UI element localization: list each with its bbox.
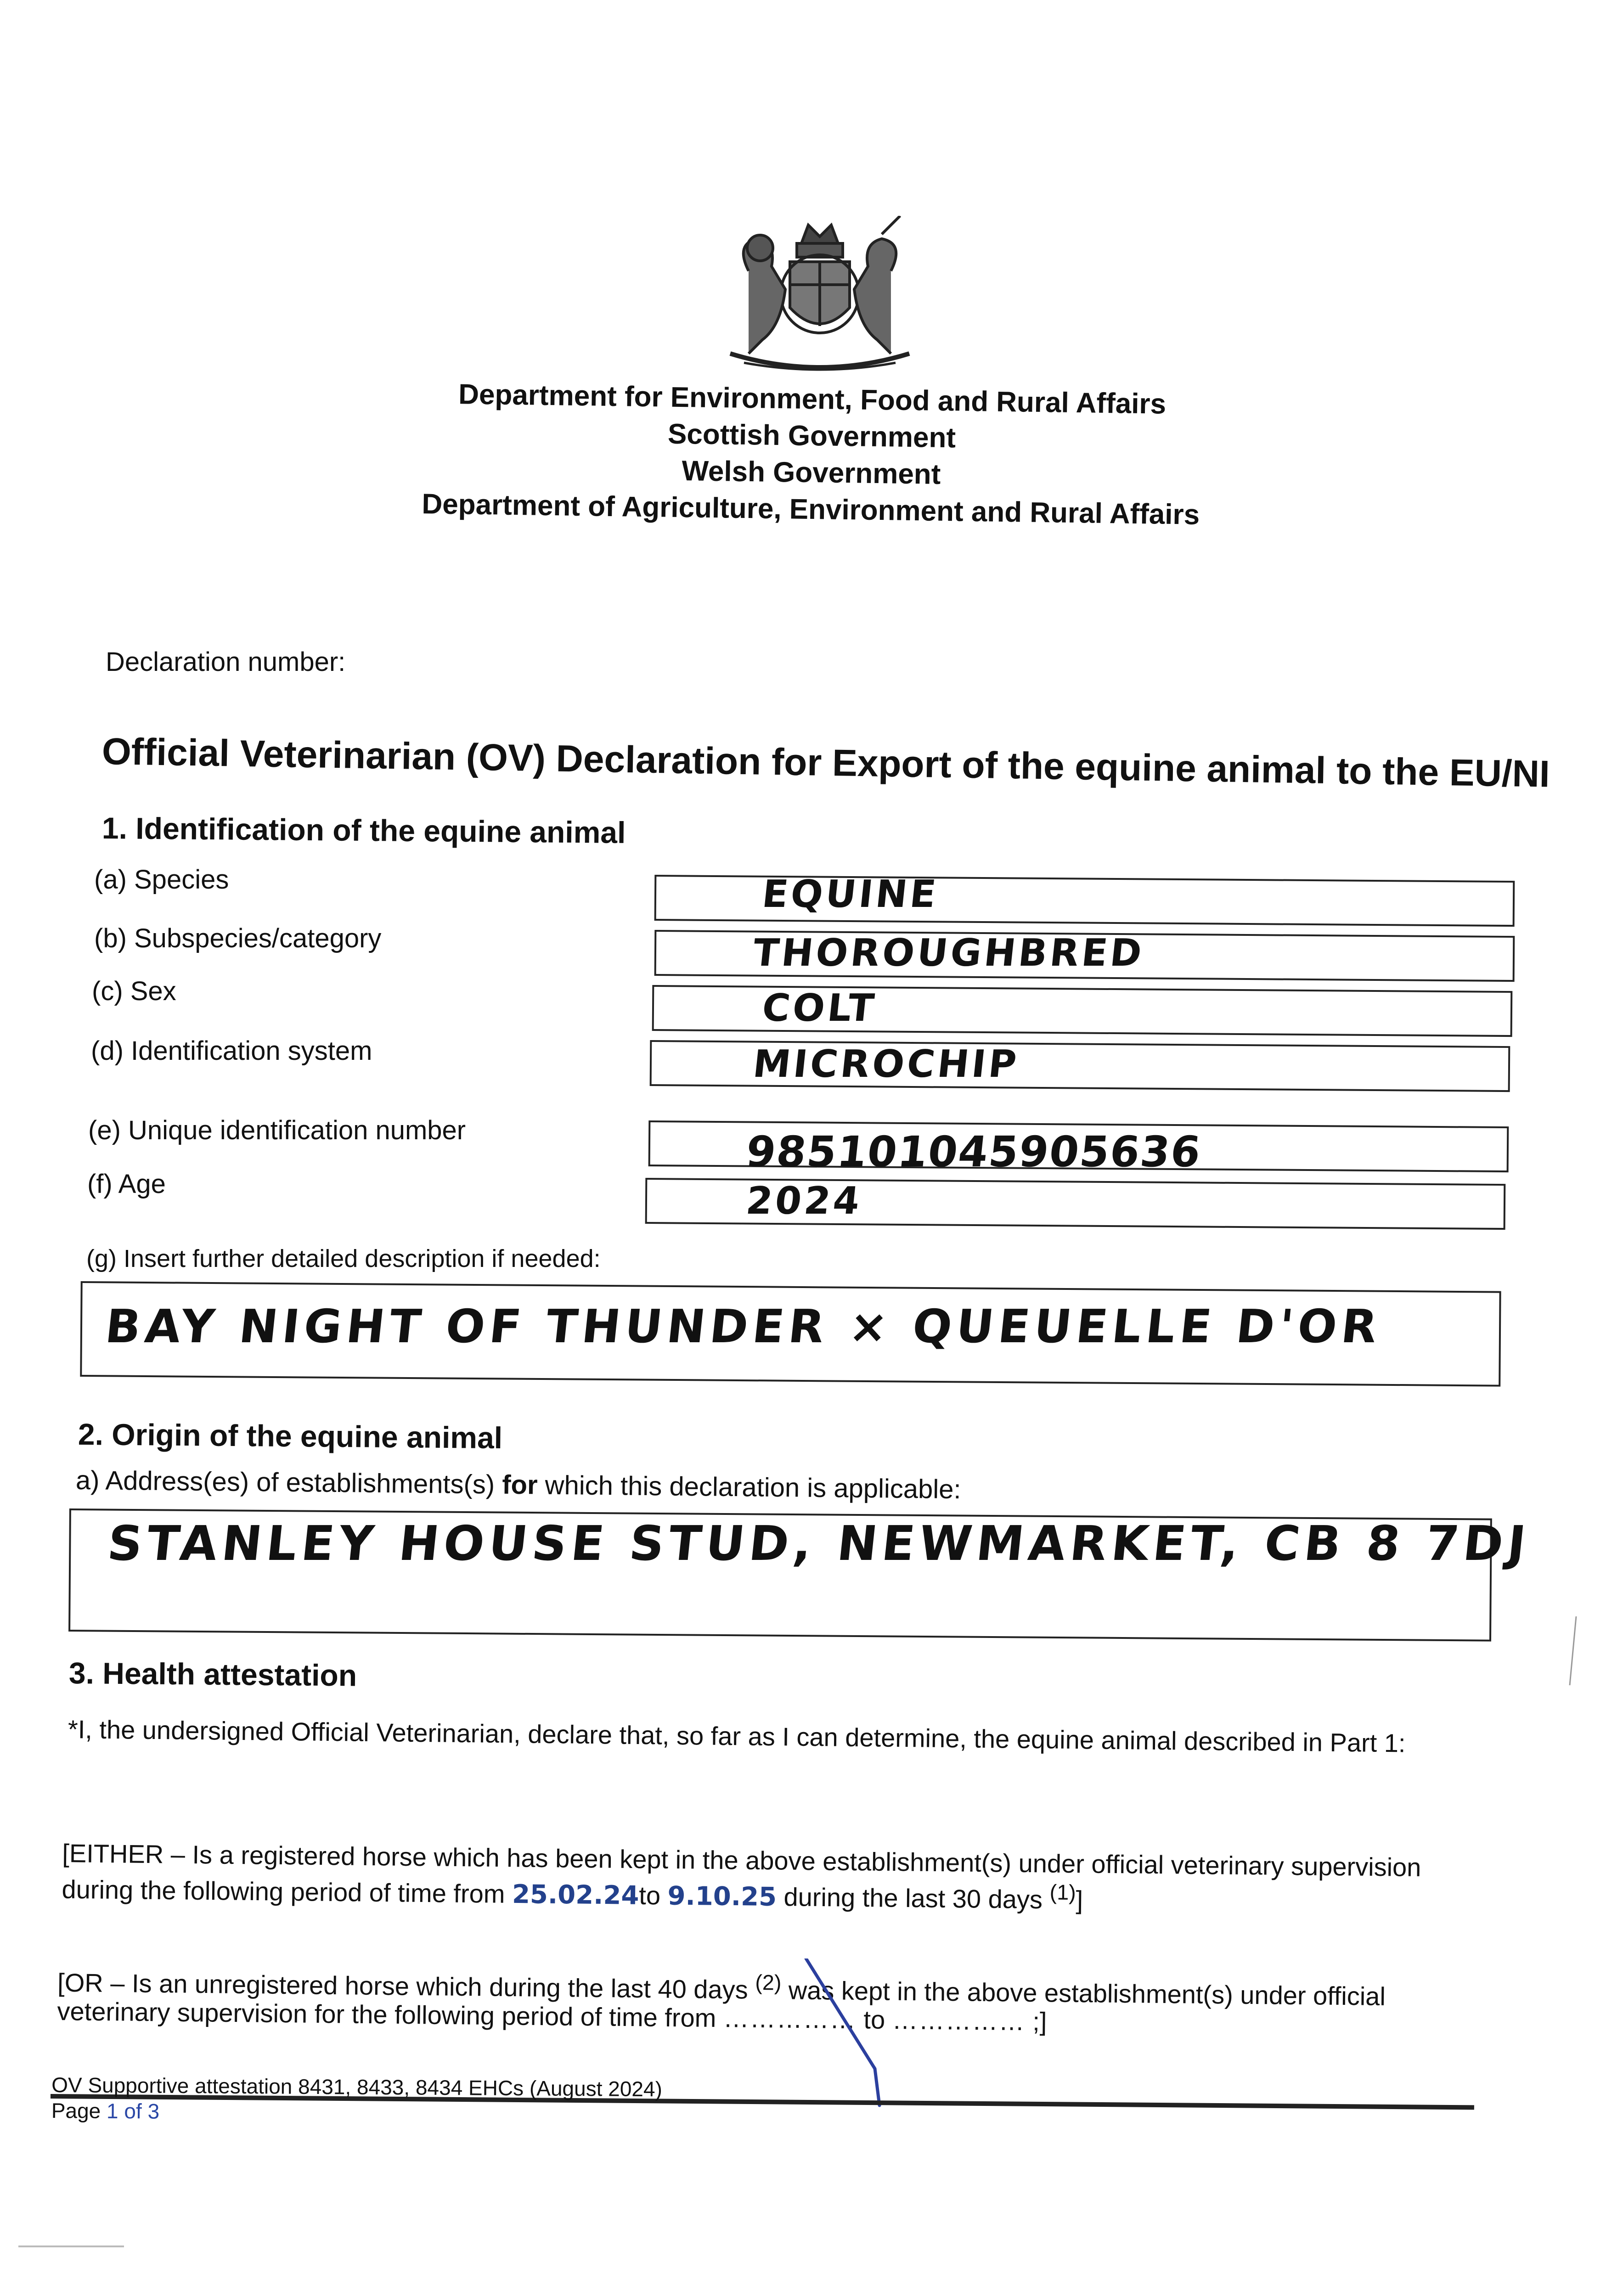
page-word: Page [51,2099,101,2123]
page-indicator [51,2098,662,2127]
of-word: of [124,2099,142,2123]
section-1-heading: 1. Identification of the equine animal [101,811,626,850]
page-total: 3 [147,2099,160,2123]
either-close: ] [1076,1885,1083,1914]
age-value: 2024 [744,1179,865,1223]
footnote-2-marker: (2) [755,1970,782,1995]
description-value: BAY NIGHT OF THUNDER × QUEUELLE D'OR [102,1300,1385,1353]
address-value: STANLEY HOUSE STUD, NEWMARKET, CB 8 7DJ [105,1515,1533,1571]
species-value: EQUINE [760,872,941,916]
department-line: Department for Environment, Food and Rural Affairs [458,378,1167,420]
declaration-number-label: Declaration number: [106,647,346,677]
or-from-blank[interactable]: …………… [723,2003,857,2034]
or-close: ;] [1032,2006,1047,2036]
either-to-word: to [639,1880,661,1910]
identification-system-value: MICROCHIP [751,1042,1021,1086]
footnote-1-marker: (1) [1049,1880,1076,1905]
age-label: (f) Age [87,1169,166,1199]
address-label-bold: for [502,1469,538,1500]
section-2-heading: 2. Origin of the equine animal [78,1417,503,1455]
strike-out-mark [801,1958,912,2110]
or-to-word: to [863,2005,885,2034]
or-text: [OR – Is an unregistered horse which during the last 40 days [57,1968,755,2004]
footer-attestation: OV Supportive attestation 8431, 8433, 8434 EHCs (August 2024) [51,2073,663,2101]
address-label [76,1465,961,1505]
subspecies-label: (b) Subspecies/category [94,923,382,953]
margin-pen-mark [1566,1616,1580,1685]
or-clause [57,1961,1481,2040]
sex-label: (c) Sex [92,976,176,1006]
department-header [321,374,1302,535]
or-post-text: was kept in the above establishment(s) under official veterinary supervision for the following period of time from [57,1975,1386,2032]
either-to-date: 9.10.25 [667,1881,777,1912]
page-title: Official Veterinarian (OV) Declaration for Export of the equine animal to the EU/NI [101,731,1550,795]
description-label: (g) Insert further detailed description if needed: [86,1245,601,1272]
address-label-post: which this declaration is applicable: [537,1470,961,1505]
sex-value: COLT [760,986,879,1030]
address-label-pre: a) Address(es) of establishments(s) [75,1465,502,1500]
either-text: [EITHER – Is a registered horse which has been kept in the above establishment(s) under official veterinary supervision during the following period of time from [62,1839,1421,1908]
royal-coat-of-arms-icon [716,216,923,381]
unique-id-value: 985101045905636 [744,1127,1204,1176]
department-line: Welsh Government [682,455,941,490]
footer [51,2072,662,2127]
department-line: Scottish Government [667,418,956,454]
department-line: Department of Agriculture, Environment and Rural Affairs [422,488,1200,531]
page-number: 1 [106,2099,118,2123]
species-label: (a) Species [94,865,229,895]
either-post-text: during the last 30 days [776,1882,1050,1914]
or-to-blank[interactable]: …………… [892,2005,1026,2036]
subspecies-value: THOROUGHBRED [751,931,1147,975]
section-3-heading: 3. Health attestation [68,1656,357,1693]
health-attestation-intro: *I, the undersigned Official Veterinarian, declare that, so far as I can determine, the equine animal described in Part 1: [68,1715,1406,1758]
unique-id-label: (e) Unique identification number [88,1115,466,1145]
either-from-date: 25.02.24 [512,1879,639,1911]
either-clause [62,1839,1486,1919]
scan-edge-line [18,2245,124,2247]
identification-system-label: (d) Identification system [91,1036,372,1066]
